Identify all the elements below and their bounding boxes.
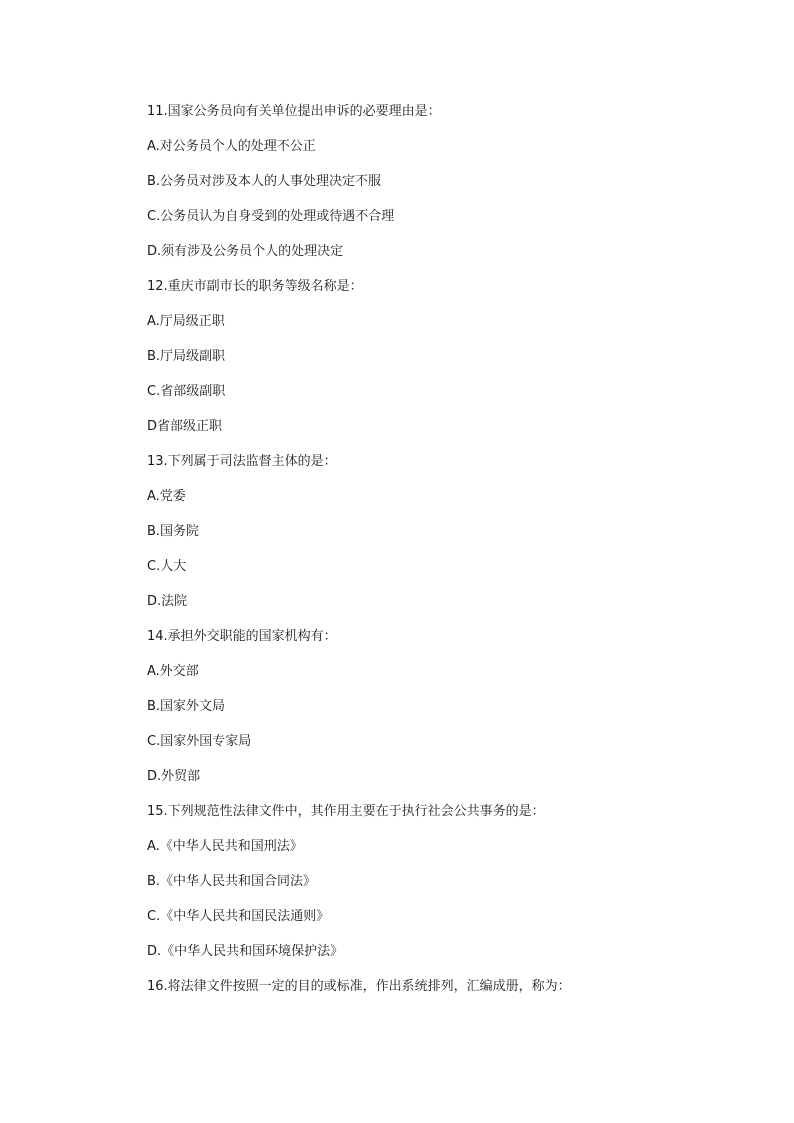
question-13-option-b: B.国务院 bbox=[147, 524, 200, 539]
question-13-option-c: C.人大 bbox=[147, 559, 187, 574]
question-14-option-c: C.国家外国专家局 bbox=[147, 734, 252, 749]
question-12-option-b: B.厅局级副职 bbox=[147, 349, 226, 364]
question-list bbox=[147, 101, 747, 1011]
question-11-option-d: D.须有涉及公务员个人的处理决定 bbox=[147, 244, 344, 259]
question-14-option-b: B.国家外文局 bbox=[147, 699, 226, 714]
question-13-option-d: D.法院 bbox=[147, 594, 188, 609]
question-14-option-d: D.外贸部 bbox=[147, 769, 201, 784]
question-15-option-c: C.《中华人民共和国民法通则》 bbox=[147, 909, 330, 924]
question-11-option-a: A.对公务员个人的处理不公正 bbox=[147, 139, 316, 154]
question-11-option-b: B.公务员对涉及本人的人事处理决定不服 bbox=[147, 174, 382, 189]
question-13-stem: 13.下列属于司法监督主体的是： bbox=[147, 454, 337, 469]
question-11-option-c: C.公务员认为自身受到的处理或待遇不合理 bbox=[147, 209, 395, 224]
question-12-option-c: C.省部级副职 bbox=[147, 384, 226, 399]
question-12-stem: 12.重庆市副市长的职务等级名称是： bbox=[147, 279, 363, 294]
question-14-option-a: A.外交部 bbox=[147, 664, 199, 679]
question-15-stem: 15.下列规范性法律文件中，其作用主要在于执行社会公共事务的是： bbox=[147, 804, 545, 819]
question-16-stem: 16.将法律文件按照一定的目的或标准，作出系统排列，汇编成册，称为： bbox=[147, 979, 571, 994]
question-15-option-a: A.《中华人民共和国刑法》 bbox=[147, 839, 303, 854]
question-15-option-b: B.《中华人民共和国合同法》 bbox=[147, 874, 317, 889]
question-13-option-a: A.党委 bbox=[147, 489, 186, 504]
question-12-option-a: A.厅局级正职 bbox=[147, 314, 225, 329]
question-15-option-d: D.《中华人民共和国环境保护法》 bbox=[147, 944, 344, 959]
question-14-stem: 14.承担外交职能的国家机构有： bbox=[147, 629, 337, 644]
question-11-stem: 11.国家公务员向有关单位提出申诉的必要理由是： bbox=[147, 104, 441, 119]
question-12-option-d: D省部级正职 bbox=[147, 419, 223, 434]
